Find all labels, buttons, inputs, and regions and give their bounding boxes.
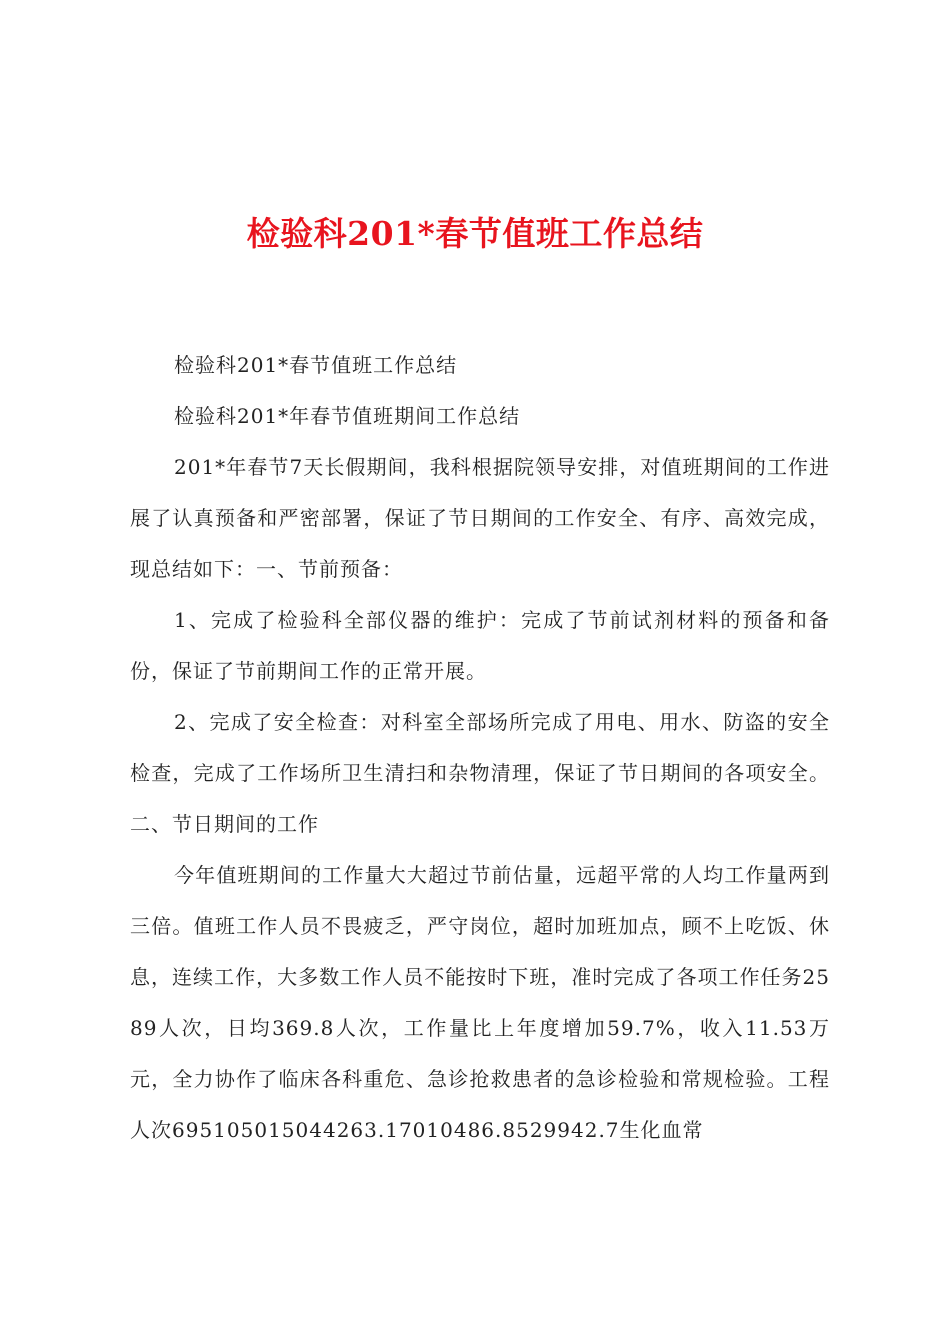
paragraph-item-2: 2、完成了安全检查：对科室全部场所完成了用电、用水、防盗的安全检查，完成了工作场所卫生清扫和杂物清理，保证了节日期间的各项安全。二、节日期间的工作 — [130, 710, 830, 836]
paragraph-heading-1: 检验科201*春节值班工作总结 — [174, 353, 458, 377]
paragraph-item-1: 1、完成了检验科全部仪器的维护：完成了节前试剂材料的预备和备份，保证了节前期间工作的正常开展。 — [130, 608, 830, 683]
document-title: 检验科201*春节值班工作总结 — [246, 214, 704, 253]
paragraph-heading-2: 检验科201*年春节值班期间工作总结 — [174, 404, 521, 428]
document-body — [130, 340, 830, 1156]
paragraph-workload: 今年值班期间的工作量大大超过节前估量，远超平常的人均工作量两到三倍。值班工作人员不畏疲乏，严守岗位，超时加班加点，顾不上吃饭、休息，连续工作，大多数工作人员不能按时下班，准时完成了各项工作任务2589人次，日均369.8人次，工作量比上年度增加59.7%，收入11.53万元，全力协作了临床各科重危、急诊抢救患者的急诊检验和常规检验。工程人次695105015044263.17010486.8529942.7生化血常 — [130, 863, 830, 1142]
paragraph-intro: 201*年春节7天长假期间，我科根据院领导安排，对值班期间的工作进展了认真预备和严密部署，保证了节日期间的工作安全、有序、高效完成，现总结如下：一、节前预备： — [130, 455, 830, 581]
